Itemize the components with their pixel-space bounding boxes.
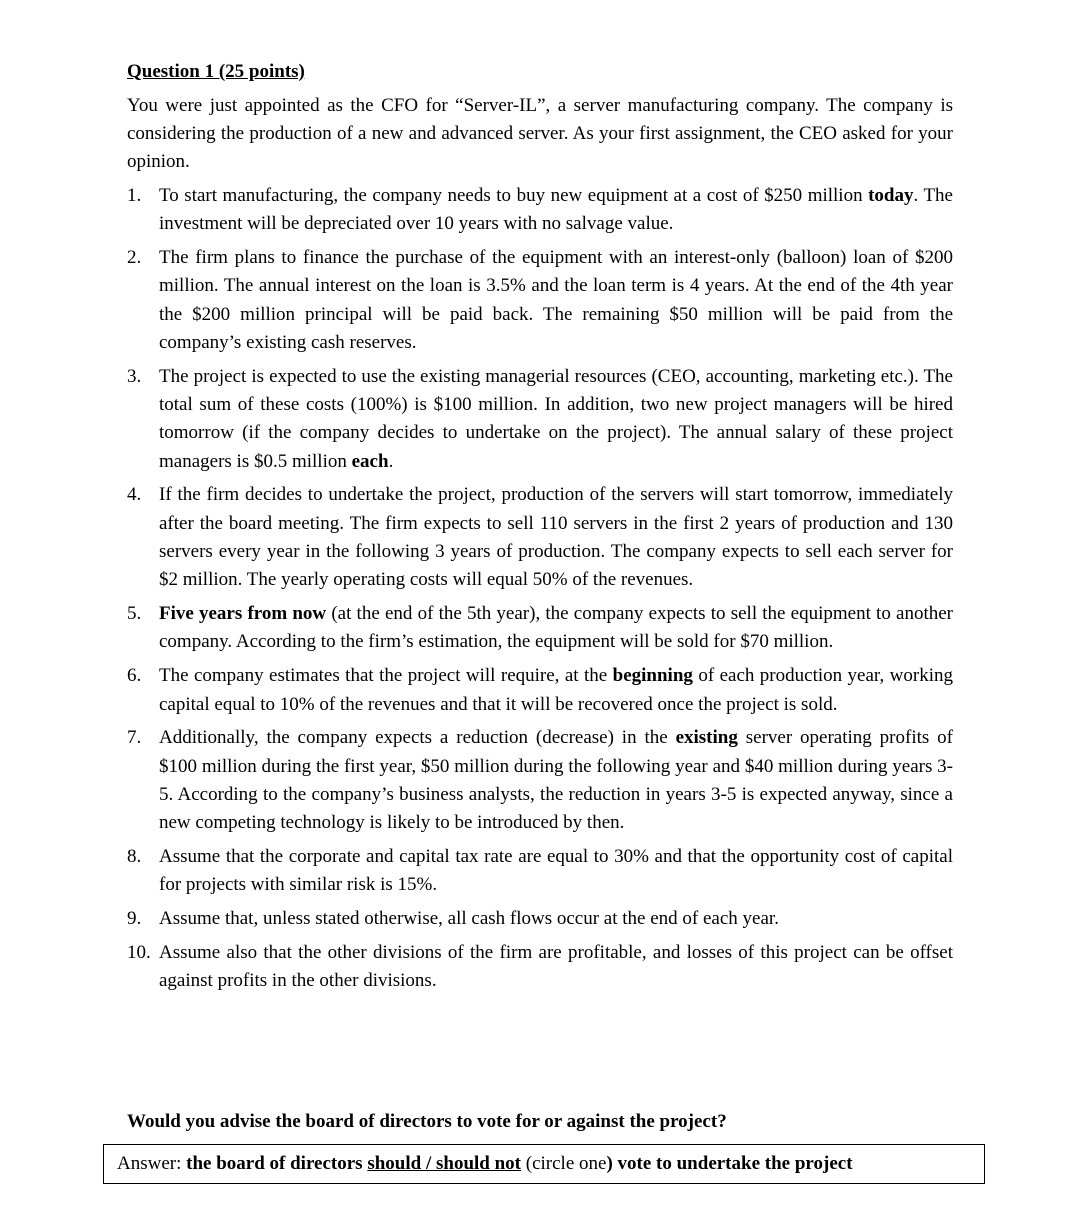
list-item: 5. Five years from now (at the end of the 5th year), the company expects to sell the equipment to another company. According to the firm’s estimation, the equipment will be sold for $70 million. — [127, 603, 953, 653]
answer-label: Answer: — [117, 1153, 187, 1174]
list-item: 3. The project is expected to use the existing managerial resources (CEO, accounting, marketing etc.). The total sum of these costs (100%) is $100 million. In addition, two new project managers will be hired tomorrow (if the company decides to undertake on the project). The annual salary of these project managers is $0.5 million each. — [127, 365, 953, 472]
answer-bold-prefix: the board of directors — [186, 1153, 368, 1174]
list-item: 10. Assume also that the other divisions of the firm are profitable, and losses of this project can be offset against profits in the other divisions. — [127, 941, 953, 992]
list-item: 4. If the firm decides to undertake the project, production of the servers will start tomorrow, immediately after the board meeting. The firm expects to sell 110 servers in the first 2 years of production and 130 servers every year in the following 3 years of production. The company expects to sell each server for $2 million. The yearly operating costs will equal 50% of the revenues. — [127, 484, 953, 591]
question-document — [127, 58, 953, 1001]
intro-paragraph: You were just appointed as the CFO for “Server-IL”, a server manufacturing company. The company is considering the production of a new and advanced server. As your first assignment, the CEO asked for your opinion. — [127, 95, 953, 172]
list-item: 9. Assume that, unless stated otherwise, all cash flows occur at the end of each year. — [127, 908, 779, 930]
list-item: 8. Assume that the corporate and capital tax rate are equal to 30% and that the opportunity cost of capital for projects with similar risk is 15%. — [127, 846, 953, 896]
question-title: Question 1 (25 points) — [127, 61, 305, 82]
list-item: 1. To start manufacturing, the company needs to buy new equipment at a cost of $250 million today. The investment will be depreciated over 10 years with no salvage value. — [127, 185, 953, 235]
list-item: 7. Additionally, the company expects a reduction (decrease) in the existing server operating profits of $100 million during the first year, $50 million during the following year and $40 million during years 3-5. According to the company’s business analysts, the reduction in years 3-5 is expected anyway, since a new competing technology is likely to be introduced by then. — [127, 727, 953, 834]
board-question: Would you advise the board of directors to vote for or against the project? — [127, 1111, 727, 1132]
answer-box — [103, 1144, 985, 1184]
answer-circle-note: (circle one — [521, 1153, 607, 1174]
assumptions-list — [127, 182, 953, 996]
list-item: 2. The firm plans to finance the purchase of the equipment with an interest-only (balloon) loan of $200 million. The annual interest on the loan is 3.5% and the loan term is 4 years. At the end of the 4th year the $200 million principal will be paid back. The remaining $50 million will be paid from the company’s existing cash reserves. — [127, 247, 953, 353]
answer-choice[interactable]: should / should not — [367, 1153, 521, 1174]
list-item: 6. The company estimates that the project will require, at the beginning of each production year, working capital equal to 10% of the revenues and that it will be recovered once the project is sold. — [127, 665, 953, 715]
answer-bold-suffix: ) vote to undertake the project — [606, 1153, 853, 1174]
